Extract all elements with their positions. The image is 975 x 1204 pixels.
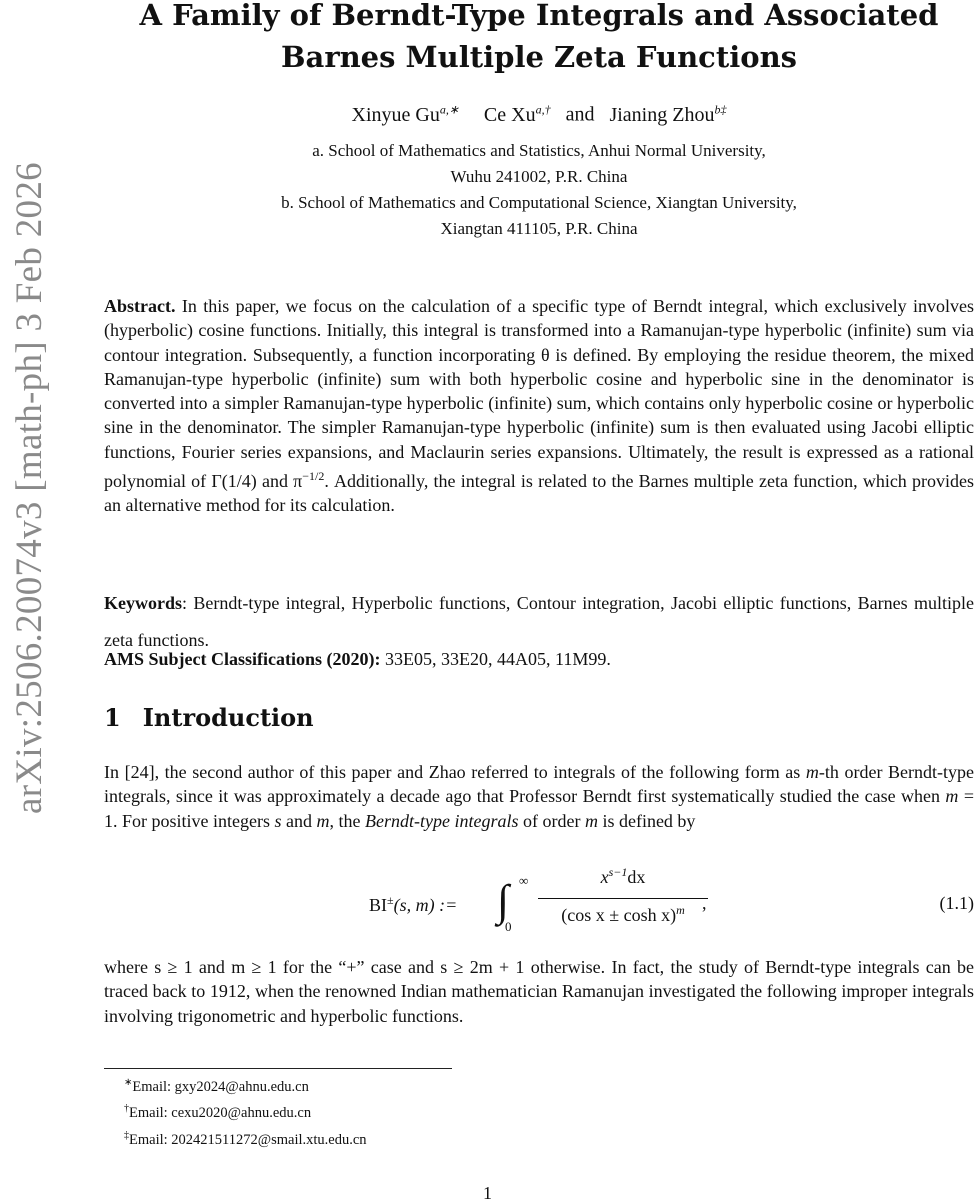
authors-and: and (565, 103, 595, 126)
equation-1-1 (104, 865, 974, 935)
affiliation-line: Xiangtan 411105, P.R. China (440, 219, 638, 238)
title-line-2: Barnes Multiple Zeta Functions (281, 40, 797, 74)
ams-label: AMS Subject Classifications (2020): (104, 649, 381, 669)
title-line-1: A Family of Berndt-Type Integrals and Associated (139, 0, 939, 32)
ams-codes: 33E05, 33E20, 44A05, 11M99. (380, 649, 611, 669)
body-paragraph: where s ≥ 1 and m ≥ 1 for the “+” case and s ≥ 2m + 1 otherwise. In fact, the study of Berndt-type integrals can be traced back to 1912, when the renowned Indian mathematician Ramanujan investigated the following improper integrals involving trigonometric and hyperbolic functions. (104, 957, 974, 1026)
abstract-text: In this paper, we focus on the calculation of a specific type of Berndt integral, which exclusively involves (hyperbolic) cosine functions. Initially, this integral is transformed into a Ramanujan-type hyperbolic (infinite) sum via contour integration. Subsequently, a function incorporating θ is defined. By employing the residue theorem, the mixed Ramanujan-type hyperbolic (infinite) sum with both hyperbolic cosine and hyperbolic sine in the denominator is converted into a simpler Ramanujan-type hyperbolic (infinite) sum, which contains only hyperbolic cosine or hyperbolic sine in the denominator. The simpler Ramanujan-type hyperbolic (infinite) sum is then evaluated using Jacobi elliptic functions, Fourier series expansions, and Maclaurin series expansions. Ultimately, the result is expressed as a rational polynomial of Γ(1/4) and π (104, 296, 974, 492)
integral-sign: ∫ (497, 876, 510, 925)
berndt-type-term: Berndt-type integrals (365, 810, 519, 831)
fraction-bar (538, 898, 708, 899)
arxiv-identifier[interactable]: arXiv:2506.20074v3 [math-ph] 3 Feb 2026 (9, 162, 50, 814)
abstract-exponent: −1/2 (302, 469, 325, 484)
equation-numerator: $x^{s-1}dx$ (600, 865, 646, 887)
section-number: 1 (104, 703, 121, 732)
integral-lower-limit: 0 (505, 919, 512, 934)
equation-number: (1.1) (939, 893, 974, 913)
equation-denominator: (cos x ± cosh x)$^m$ (561, 903, 685, 925)
affiliation-line: b. School of Mathematics and Computational Science, Xiangtan University, (281, 193, 797, 212)
footnote-rule (104, 1068, 452, 1069)
paper-title (104, 0, 974, 78)
section-heading (104, 703, 314, 732)
abstract (104, 294, 974, 518)
author-gu: Xinyue $Gu^{a,∗}$ (351, 102, 459, 126)
intro-paragraph: In [24], the second author of this paper and Zhao referred to integrals of the following form as m-th order Berndt-type integrals, since it was approximately a decade ago that Professor Berndt first systematically studied the case when m = 1. For positive integers s and m, the Berndt-type integrals of order m is defined by (104, 762, 974, 831)
page-number: 1 (483, 1183, 492, 1203)
equation-comma: , (702, 893, 707, 913)
abstract-label: Abstract. (104, 296, 176, 316)
affiliation-line: a. School of Mathematics and Statistics, Anhui Normal University, (312, 141, 766, 160)
integral-upper-limit: ∞ (519, 873, 529, 888)
author-xu: Ce $Xu^{a,\dagger}$ (483, 102, 551, 126)
author-list (104, 102, 974, 127)
footnote: ‡Email: 202421511272@smail.xtu.edu.cn (124, 1129, 367, 1148)
keywords-label: Keywords (104, 593, 182, 613)
affiliation-line: Wuhu 241002, P.R. China (450, 167, 628, 186)
footnote: †Email: cexu2020@ahnu.edu.cn (124, 1103, 312, 1122)
section-title: Introduction (142, 703, 314, 732)
keywords-text: : Berndt-type integral, Hyperbolic functions, Contour integration, Jacobi elliptic functions, Barnes multiple zeta functions. (104, 593, 974, 650)
footnote: ∗Email: gxy2024@ahnu.edu.cn (124, 1077, 309, 1095)
equation-lhs: BI±(s, m) := (369, 893, 458, 915)
ams-classification (104, 647, 974, 671)
author-zhou: Jianing Zhou$^{b\ddagger}$ (609, 102, 727, 126)
footnotes (124, 1072, 367, 1151)
abstract-tail: . Additionally, the integral is related to the Barnes multiple zeta function, which provides an alternative method for its calculation. (104, 471, 974, 516)
